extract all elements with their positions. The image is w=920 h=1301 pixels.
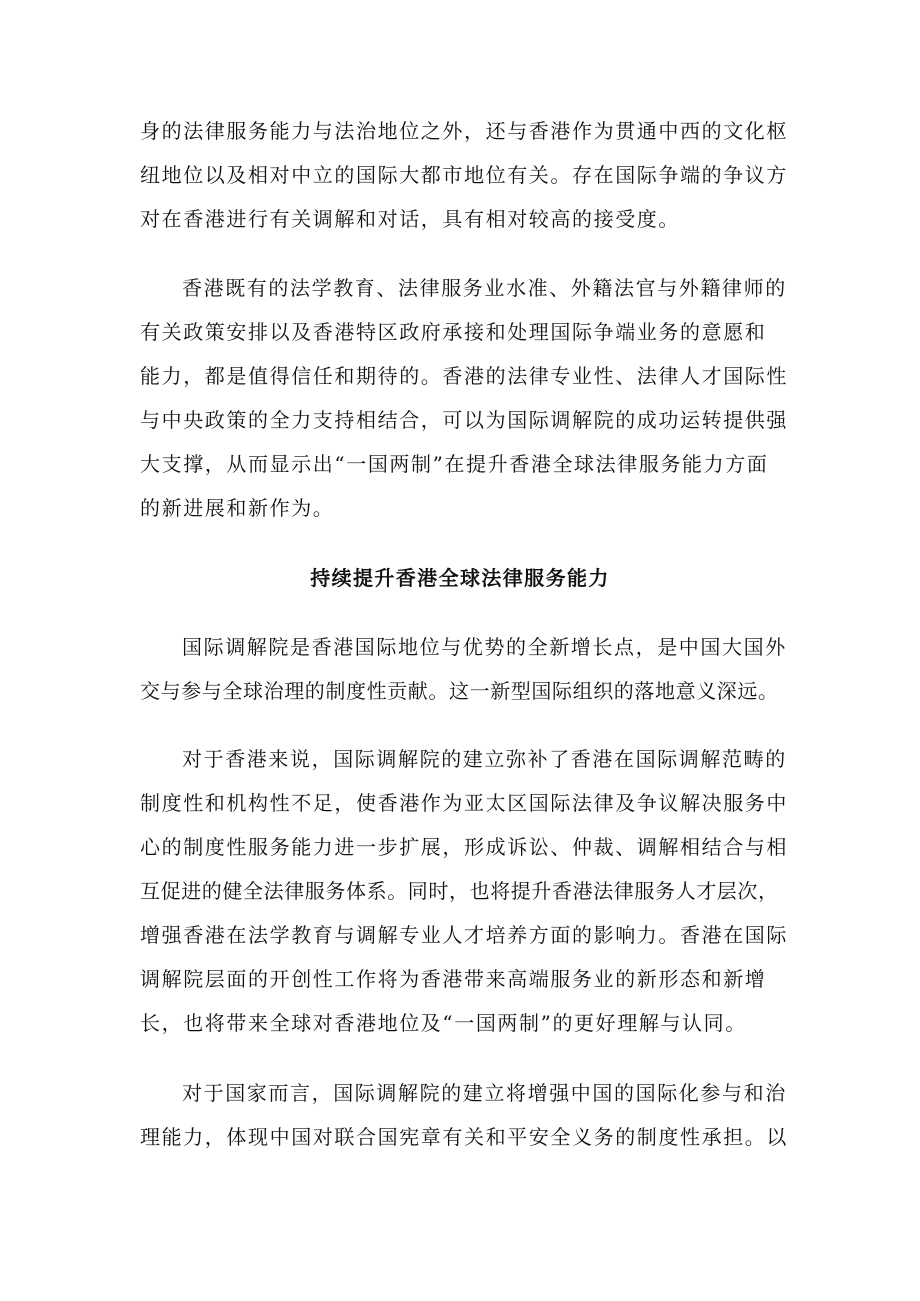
paragraph-3-line-1: 国际调解院是香港国际地位与优势的全新增长点，是中国大国外	[182, 635, 787, 659]
paragraph-1-line-2: 纽地位以及相对中立的国际大都市地位有关。存在国际争端的争议方	[140, 163, 788, 187]
paragraph-2-line-6: 的新进展和新作为。	[140, 496, 335, 520]
paragraph-4-line-5: 增强香港在法学教育与调解专业人才培养方面的影响力。香港在国际	[140, 923, 788, 947]
paragraph-2-line-4: 与中央政策的全力支持相结合，可以为国际调解院的成功运转提供强	[140, 408, 788, 432]
paragraph-4-line-1: 对于香港来说，国际调解院的建立弥补了香港在国际调解范畴的	[182, 747, 787, 771]
paragraph-3-line-2: 交与参与全球治理的制度性贡献。这一新型国际组织的落地意义深远。	[140, 679, 779, 703]
paragraph-2-line-2: 有关政策安排以及香港特区政府承接和处理国际争端业务的意愿和	[140, 320, 767, 344]
paragraph-4-line-3: 心的制度性服务能力进一步扩展，形成诉讼、仲裁、调解相结合与相	[140, 835, 788, 859]
paragraph-2-line-5: 大支撑，从而显示出“一国两制”在提升香港全球法律服务能力方面	[140, 452, 769, 476]
paragraph-1-line-3: 对在香港进行有关调解和对话，具有相对较高的接受度。	[140, 207, 680, 231]
paragraph-2-line-3: 能力，都是值得信任和期待的。香港的法律专业性、法律人才国际性	[140, 364, 788, 388]
paragraph-5-line-2: 理能力，体现中国对联合国宪章有关和平安全义务的制度性承担。以	[140, 1125, 788, 1149]
section-heading: 持续提升香港全球法律服务能力	[310, 566, 610, 590]
paragraph-4-line-2: 制度性和机构性不足，使香港作为亚太区国际法律及争议解决服务中	[140, 791, 788, 815]
paragraph-4-line-6: 调解院层面的开创性工作将为香港带来高端服务业的新形态和新增	[140, 967, 767, 991]
paragraph-4-line-7: 长，也将带来全球对香港地位及“一国两制”的更好理解与认同。	[140, 1011, 747, 1035]
paragraph-2-line-1: 香港既有的法学教育、法律服务业水准、外籍法官与外籍律师的	[182, 276, 787, 300]
paragraph-5-line-1: 对于国家而言，国际调解院的建立将增强中国的国际化参与和治	[182, 1081, 787, 1105]
paragraph-1-line-1: 身的法律服务能力与法治地位之外，还与香港作为贯通中西的文化枢	[140, 119, 788, 143]
paragraph-4-line-4: 互促进的健全法律服务体系。同时，也将提升香港法律服务人才层次，	[140, 879, 779, 903]
